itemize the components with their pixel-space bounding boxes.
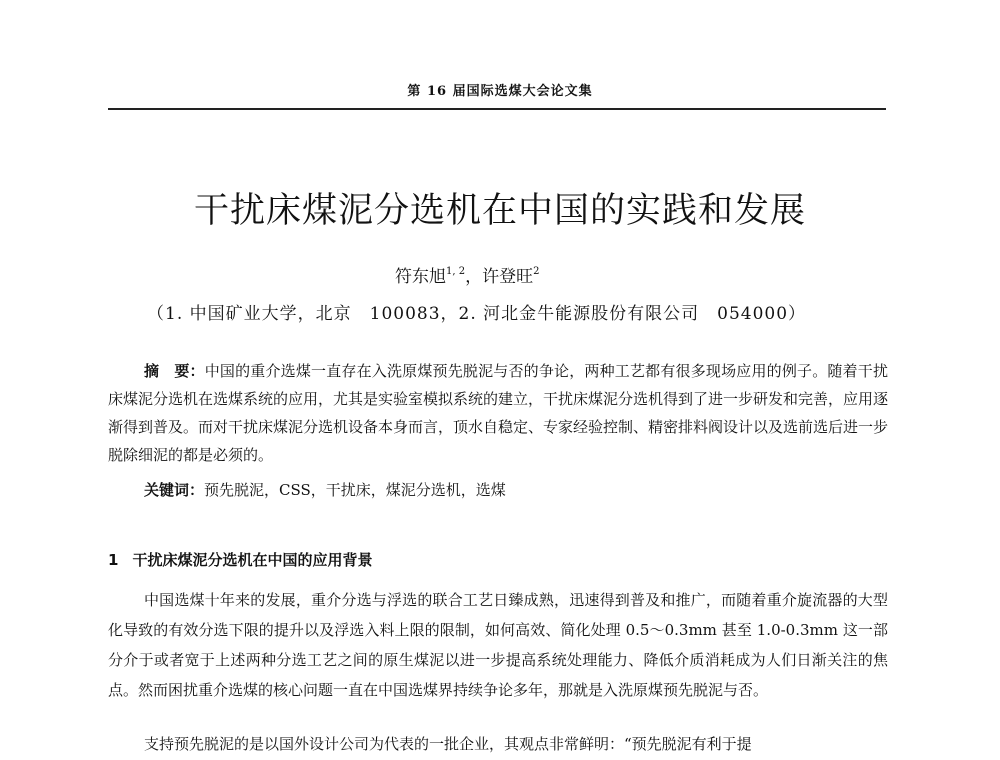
author-affiliation-mark: 1, 2	[446, 266, 466, 277]
author-name: 符东旭	[395, 267, 446, 287]
body-paragraph: 中国选煤十年来的发展，重介分选与浮选的联合工艺日臻成熟，迅速得到普及和推广，而随着重介旋流器的大型化导致的有效分选下限的提升以及浮选入料上限的限制，如何高效、简化处理 0.5～0.3mm 甚至 1.0-0.3mm 这一部分介于或者宽于上述两种分选工艺之间的原生煤泥以进一步提高系统处理能力、降低介质消耗成为人们日渐关注的焦点。然而困扰重介选煤的核心问题一直在中国选煤界持续争论多年，那就是入洗原煤预先脱泥与否。	[108, 591, 888, 699]
section-number: 1	[108, 551, 119, 569]
author-line	[395, 262, 539, 287]
section-title: 干扰床煤泥分选机在中国的应用背景	[132, 551, 373, 569]
abstract-label: 摘 要：	[144, 362, 205, 380]
abstract	[108, 357, 888, 469]
abstract-text: 中国的重介选煤一直存在入洗原煤预先脱泥与否的争论，两种工艺都有很多现场应用的例子。随着干扰床煤泥分选机在选煤系统的应用，尤其是实验室模拟系统的建立，干扰床煤泥分选机得到了进一步研发和完善，应用逐渐得到普及。而对干扰床煤泥分选机设备本身而言，顶水自稳定、专家经验控制、精密排料阀设计以及选前选后进一步脱除细泥的都是必须的。	[108, 362, 889, 464]
running-header: 第 16 届国际选煤大会论文集	[407, 84, 593, 99]
body-paragraph: 支持预先脱泥的是以国外设计公司为代表的一批企业，其观点非常鲜明：“预先脱泥有利于提	[144, 735, 752, 753]
paper-title: 干扰床煤泥分选机在中国的实践和发展	[193, 191, 806, 231]
affiliations: （1. 中国矿业大学，北京 100083，2. 河北金牛能源股份有限公司 054000）	[147, 304, 807, 324]
header-rule	[108, 108, 886, 110]
section-heading	[108, 549, 372, 570]
keywords	[144, 479, 506, 500]
author-name: 许登旺	[482, 267, 534, 287]
keywords-label: 关键词：	[144, 481, 205, 499]
keywords-text: 预先脱泥，CSS，干扰床，煤泥分选机，选煤	[204, 481, 506, 499]
author-separator: ，	[465, 267, 483, 287]
author-affiliation-mark: 2	[533, 266, 540, 277]
